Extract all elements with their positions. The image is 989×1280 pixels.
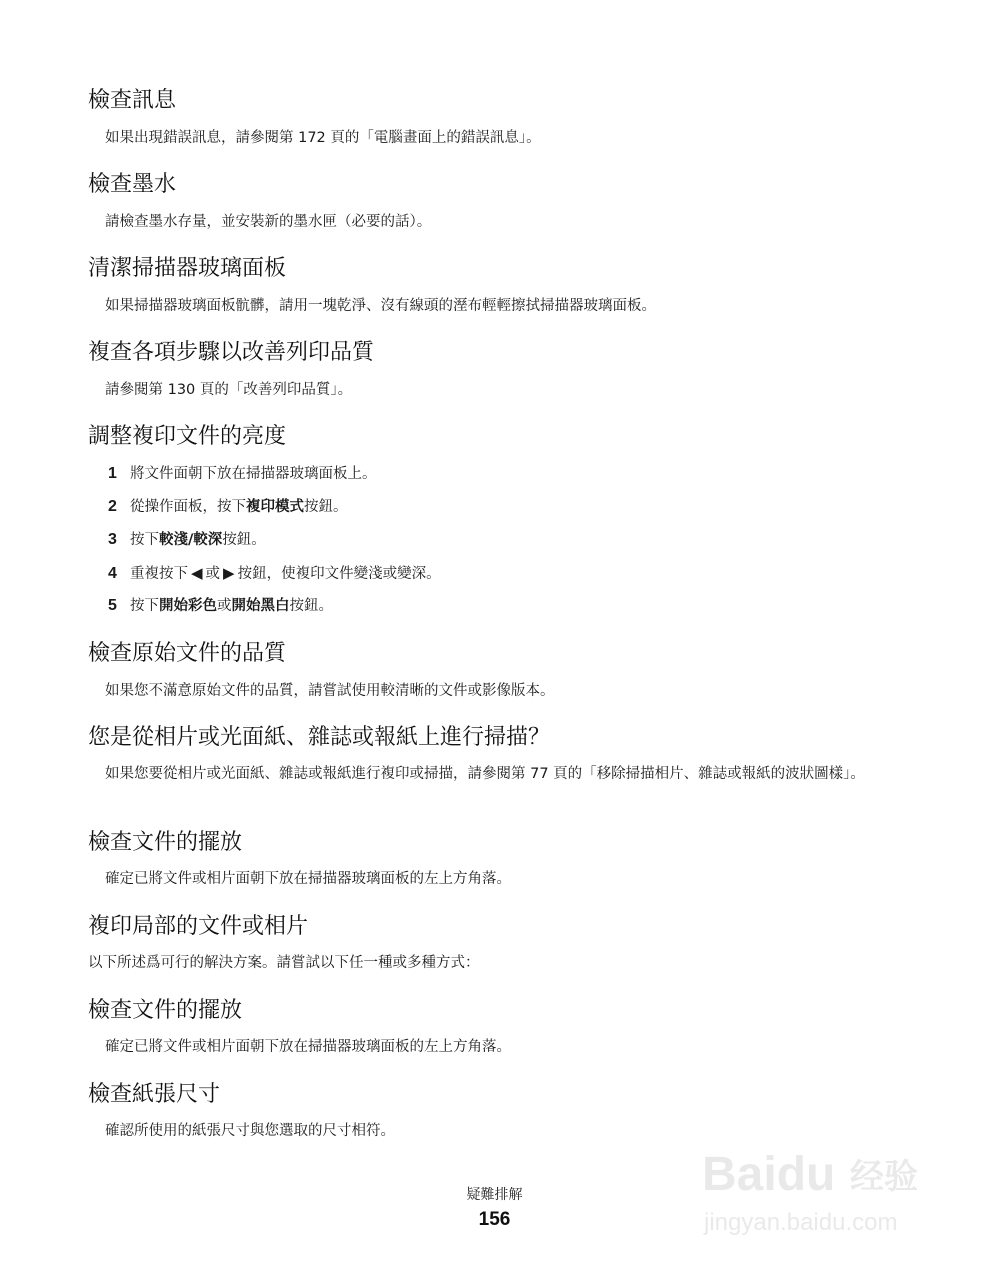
section-heading: 檢查文件的擺放 (88, 998, 243, 1023)
right-triangle-icon: ▶ (223, 564, 235, 582)
footer-section-label: 疑難排解 (466, 1187, 523, 1203)
section-heading: 檢查墨水 (88, 172, 177, 197)
button-name: 開始彩色 (159, 598, 217, 614)
step-text: 按鈕。 (304, 499, 348, 515)
step-item (108, 563, 441, 584)
step-number: 3 (108, 531, 117, 548)
button-name: 開始黑白 (231, 598, 290, 614)
section-heading: 檢查原始文件的品質 (88, 641, 287, 666)
section-heading: 檢查訊息 (88, 88, 177, 113)
step-text: 或 (205, 566, 221, 582)
step-item (108, 530, 266, 550)
step-text: 按鈕。 (222, 532, 266, 548)
section-heading: 檢查文件的擺放 (88, 830, 243, 855)
button-name: 較淺/較深 (159, 532, 223, 548)
section-body: 以下所述爲可行的解決方案。請嘗試以下任一種或多種方式： (88, 955, 480, 971)
step-item (108, 497, 348, 517)
step-number: 5 (108, 597, 117, 614)
section-heading: 清潔掃描器玻璃面板 (88, 256, 287, 281)
section-heading: 複查各項步驟以改善列印品質 (88, 340, 375, 365)
step-text: 按下 (130, 598, 159, 614)
left-triangle-icon: ◀ (191, 564, 203, 582)
section-body: 確定已將文件或相片面朝下放在掃描器玻璃面板的左上方角落。 (105, 1039, 511, 1055)
step-text: 從操作面板，按下 (130, 499, 246, 515)
step-number: 1 (108, 465, 117, 482)
step-item (108, 596, 333, 616)
section-body: 確認所使用的紙張尺寸與您選取的尺寸相符。 (105, 1123, 395, 1139)
step-number: 2 (108, 498, 117, 515)
step-text: 重複按下 (130, 566, 188, 582)
section-body: 確定已將文件或相片面朝下放在掃描器玻璃面板的左上方角落。 (105, 871, 511, 887)
step-number: 4 (108, 565, 117, 582)
watermark-brand-cn: 经验 (850, 1157, 918, 1197)
page-number: 156 (478, 1209, 511, 1230)
step-item (108, 464, 377, 484)
watermark-brand: Baidu (702, 1148, 836, 1201)
watermark-url: jingyan.baidu.com (704, 1209, 898, 1236)
section-body: 請參閱第 130 頁的「改善列印品質」。 (105, 382, 353, 398)
step-text: 按鈕。 (289, 598, 333, 614)
section-heading: 調整複印文件的亮度 (88, 424, 287, 449)
button-name: 複印模式 (246, 499, 304, 515)
section-heading: 檢查紙張尺寸 (88, 1082, 221, 1107)
section-body: 如果您不滿意原始文件的品質，請嘗試使用較清晰的文件或影像版本。 (105, 683, 555, 699)
step-text: 或 (217, 598, 232, 614)
section-body: 如果您要從相片或光面紙、雜誌或報紙進行複印或掃描，請參閱第 77 頁的「移除掃描相片、雜誌或報紙的波狀圖樣」。 (105, 766, 865, 782)
step-text: 將文件面朝下放在掃描器玻璃面板上。 (130, 466, 377, 482)
section-body: 如果掃描器玻璃面板骯髒，請用一塊乾淨、沒有線頭的溼布輕輕擦拭掃描器玻璃面板。 (105, 298, 656, 314)
section-body: 如果出現錯誤訊息，請參閱第 172 頁的「電腦畫面上的錯誤訊息」。 (105, 130, 541, 146)
section-heading: 複印局部的文件或相片 (88, 914, 309, 939)
section-heading: 您是從相片或光面紙、雜誌或報紙上進行掃描？ (88, 725, 551, 750)
baidu-watermark-logo (700, 1130, 940, 1240)
step-text: 按下 (130, 532, 159, 548)
section-body: 請檢查墨水存量，並安裝新的墨水匣（必要的話）。 (105, 214, 432, 230)
step-text: 按鈕，使複印文件變淺或變深。 (237, 566, 441, 582)
